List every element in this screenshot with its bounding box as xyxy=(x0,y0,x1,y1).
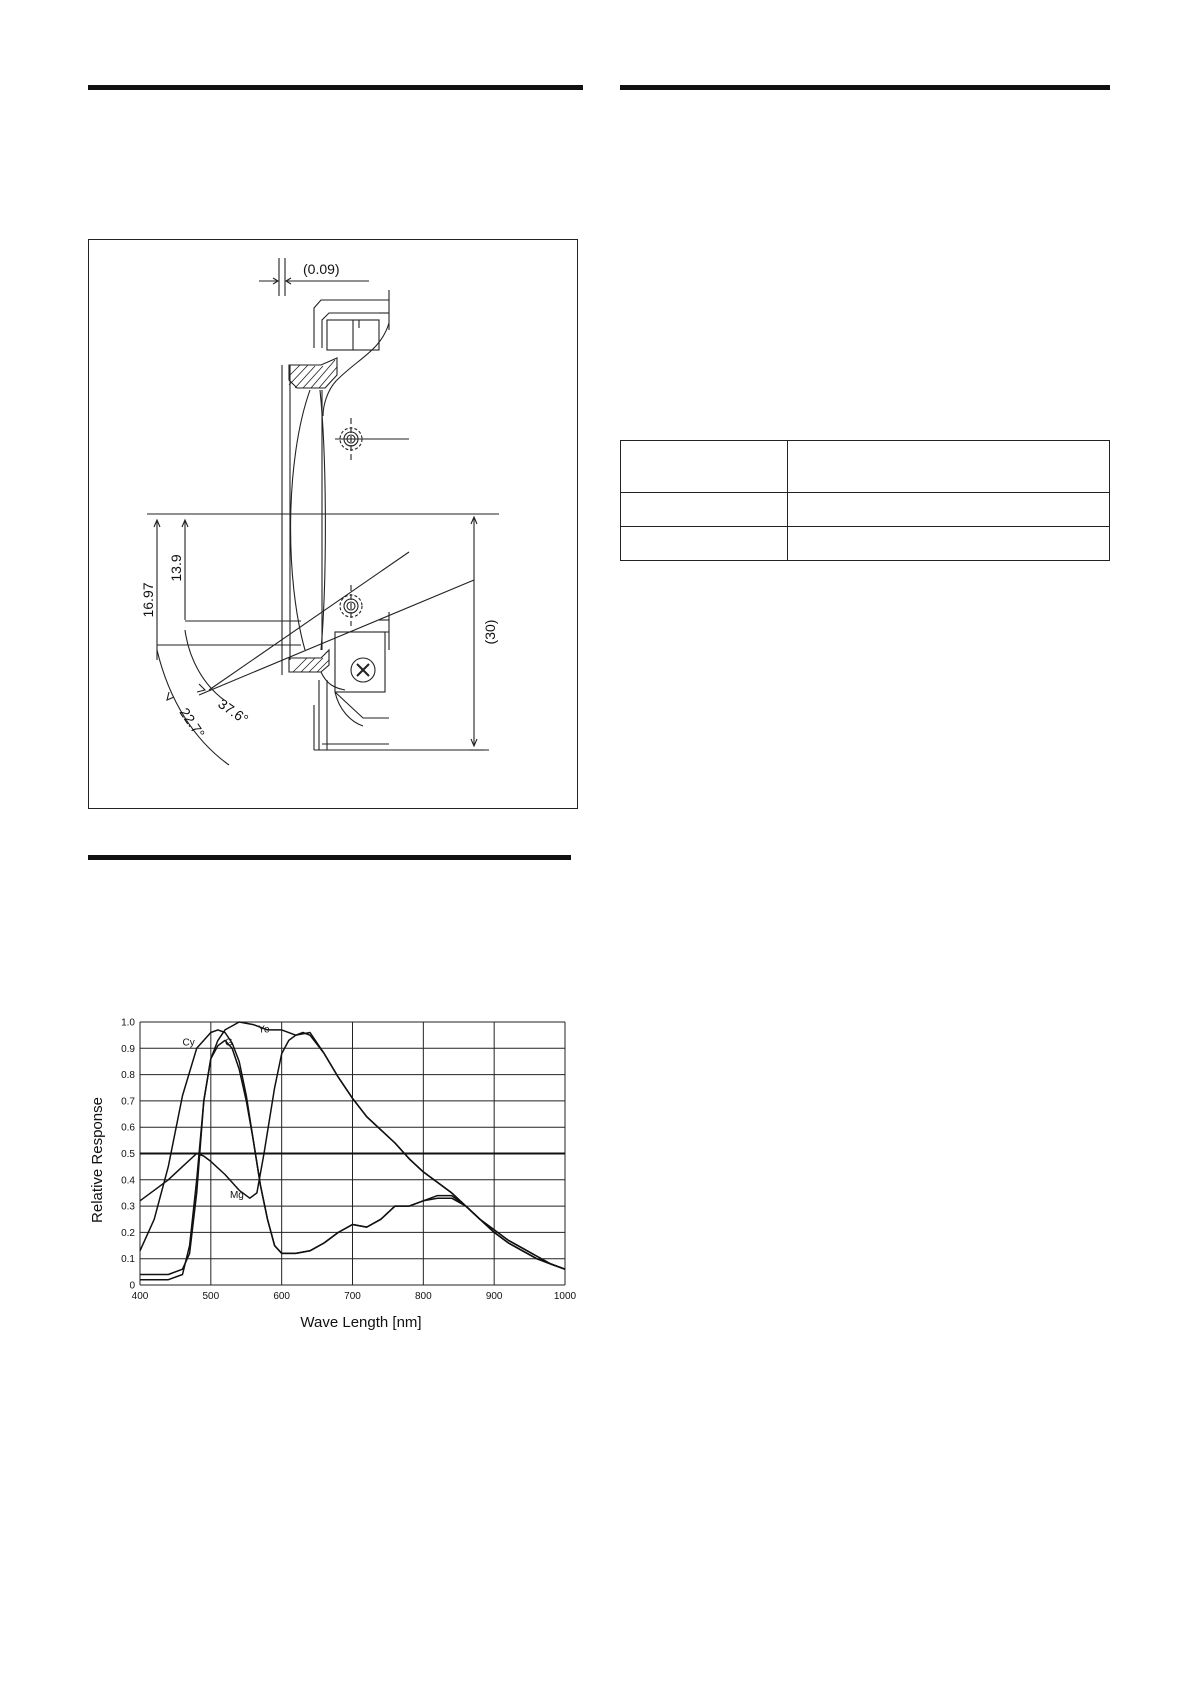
y-tick-label: 0.2 xyxy=(121,1227,135,1239)
x-tick-label: 700 xyxy=(344,1291,361,1302)
y-tick-label: 1.0 xyxy=(121,1017,135,1029)
y-tick-label: 0.5 xyxy=(121,1149,135,1160)
y-tick-label: 0.3 xyxy=(121,1201,135,1213)
series-label-ye: Ye xyxy=(258,1024,270,1036)
y-tick-label: 0.6 xyxy=(121,1122,135,1134)
section-rule-top-left xyxy=(88,85,583,90)
section-rule-top-right xyxy=(620,85,1110,90)
y-tick-label: 0.8 xyxy=(121,1070,135,1082)
x-tick-label: 900 xyxy=(485,1291,503,1302)
chart-xlabel: Wave Length [nm] xyxy=(300,1314,422,1331)
spectral-response-chart xyxy=(60,1000,580,1360)
spec-table xyxy=(620,440,1110,561)
drawing-frame xyxy=(88,239,578,809)
y-tick-label: 0.7 xyxy=(121,1096,135,1108)
chart-ylabel: Relative Response xyxy=(89,1097,106,1223)
x-tick-label: 1000 xyxy=(553,1291,577,1302)
table-cell xyxy=(621,441,788,493)
y-tick-label: 0.9 xyxy=(121,1043,135,1055)
series-label-g: G xyxy=(225,1037,233,1049)
table-cell xyxy=(788,527,1110,561)
table-cell xyxy=(621,493,788,527)
table-cell xyxy=(621,527,788,561)
x-tick-label: 600 xyxy=(273,1291,291,1302)
y-tick-label: 0 xyxy=(129,1280,135,1292)
table-cell xyxy=(788,493,1110,527)
series-label-mg: Mg xyxy=(229,1190,244,1202)
x-tick-label: 800 xyxy=(414,1291,432,1302)
y-tick-label: 0.1 xyxy=(121,1254,135,1266)
angle-label-37-6: 37.6° xyxy=(215,695,252,728)
y-tick-label: 0.4 xyxy=(121,1175,135,1187)
x-tick-label: 500 xyxy=(202,1291,220,1302)
table-row xyxy=(621,441,1110,493)
dim-label-13-9: 13.9 xyxy=(168,554,184,582)
dim-label-30: (30) xyxy=(482,619,498,645)
lens-mount-drawing xyxy=(89,240,577,808)
dim-label-16-97: 16.97 xyxy=(140,582,156,618)
dim-label-0-09: (0.09) xyxy=(303,261,340,277)
section-rule-mid-left xyxy=(88,855,571,860)
x-tick-label: 400 xyxy=(131,1291,149,1302)
table-row xyxy=(621,493,1110,527)
angle-label-22-7: 22.7° xyxy=(176,704,209,741)
series-label-cy: Cy xyxy=(182,1037,195,1049)
table-row xyxy=(621,527,1110,561)
table-cell xyxy=(788,441,1110,493)
